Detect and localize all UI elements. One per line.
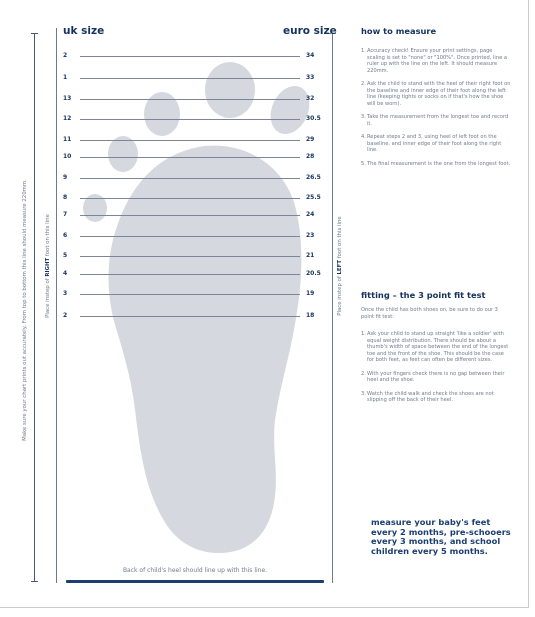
size-line: [80, 140, 300, 141]
size-line: [80, 178, 300, 179]
step-number: 1.: [361, 331, 366, 337]
fitting-step: [361, 371, 511, 384]
euro-size-label: 33: [306, 74, 315, 81]
size-line: [80, 274, 300, 275]
size-line: [80, 78, 300, 79]
step-number: 2.: [361, 370, 366, 377]
euro-size-label: 26.5: [306, 174, 321, 181]
step-text: Watch the child walk and check the shoes are not slipping off the back of their heel.: [367, 390, 494, 403]
euro-size-label: 23: [306, 232, 315, 239]
euro-size-label: 19: [306, 290, 315, 297]
right-foot-note-post: foot on this line: [45, 214, 51, 258]
step-text: Repeat steps 2 and 3, using heel of left foot on the baseline, and inner edge of their foot along the right line.: [367, 134, 502, 153]
ruler-note: Make sure your chart prints out accurately. From top to bottom this line should measure 220mm.: [22, 179, 28, 441]
size-row: [0, 232, 330, 242]
size-row: [0, 312, 330, 322]
size-line: [80, 56, 300, 57]
step-number: 3.: [361, 114, 366, 120]
euro-size-label: 30.5: [306, 115, 321, 122]
fitting-title: fitting – the 3 point fit test: [361, 290, 486, 300]
size-row: [0, 211, 330, 221]
euro-size-label: 18: [306, 312, 315, 319]
uk-size-label: 8: [63, 194, 68, 201]
size-row: [0, 115, 330, 125]
measure-frequency-slogan: measure your baby's feet every 2 months, pre-schooers every 3 months, and school children every 5 months.: [371, 517, 511, 557]
how-to-measure-section: [361, 26, 511, 174]
euro-size-label: 25.5: [306, 194, 321, 201]
size-line: [80, 157, 300, 158]
step-number: 5.: [361, 160, 366, 167]
foot-sole-shape: [108, 146, 301, 553]
toe-second-shape: [263, 80, 316, 140]
size-line: [80, 236, 300, 237]
right-foot-note-pre: Place instep of: [45, 276, 51, 318]
size-row: [0, 174, 330, 184]
step-text: The final measurement is the one from the longest foot.: [367, 160, 511, 167]
fitting-intro: Once the child has both shoes on, be sure to do our 3 point fit test:: [361, 307, 498, 320]
heel-baseline: [66, 580, 324, 583]
step-number: 3.: [361, 390, 366, 397]
size-line: [80, 215, 300, 216]
euro-size-label: 32: [306, 95, 315, 102]
size-row: [0, 290, 330, 300]
euro-size-label: 29: [306, 136, 315, 143]
heel-baseline-note: Back of child's heel should line up with this line.: [122, 567, 268, 574]
size-row: [0, 153, 330, 163]
size-row: [0, 74, 330, 84]
step-number: 1.: [361, 48, 366, 54]
size-line: [80, 294, 300, 295]
euro-size-label: 24: [306, 211, 315, 218]
size-row: [0, 194, 330, 204]
uk-size-label: 13: [63, 95, 72, 102]
uk-size-label: 9: [63, 174, 68, 181]
uk-size-label: 5: [63, 252, 68, 259]
uk-size-label: 4: [63, 270, 68, 277]
measure-step: [361, 114, 511, 127]
size-row: [0, 270, 330, 280]
size-line: [80, 198, 300, 199]
left-foot-note-post: foot on this line: [337, 216, 343, 261]
size-row: [0, 136, 330, 146]
left-foot-note-pre: Place instep of: [337, 274, 343, 316]
uk-size-label: 2: [63, 312, 68, 319]
uk-size-label: 11: [63, 136, 72, 143]
uk-size-label: 7: [63, 211, 68, 218]
measure-step: [361, 161, 511, 168]
euro-size-label: 21: [306, 252, 315, 259]
size-row: [0, 52, 330, 62]
fitting-step: [361, 391, 511, 404]
size-line: [80, 119, 300, 120]
toe-big-shape: [205, 62, 255, 118]
euro-size-label: 20.5: [306, 270, 321, 277]
euro-size-heading: euro size: [283, 25, 337, 37]
size-line: [80, 256, 300, 257]
step-text: Accuracy check! Ensure your print settings, page scaling is set to "none" or "100%". Once printed, line a ruler up with the line on the left. It should measure 220mm.: [367, 48, 507, 74]
step-text: With your fingers check there is no gap between their heel and the shoe.: [367, 370, 505, 383]
measure-steps: [361, 48, 511, 167]
how-to-measure-title: how to measure: [361, 26, 437, 36]
size-line: [80, 99, 300, 100]
euro-size-label: 34: [306, 52, 315, 59]
size-row: [0, 95, 330, 105]
uk-size-label: 12: [63, 115, 72, 122]
size-row: [0, 252, 330, 262]
measure-step: [361, 81, 511, 107]
measure-step: [361, 48, 511, 74]
uk-size-label: 3: [63, 290, 68, 297]
uk-size-label: 10: [63, 153, 72, 160]
measure-step: [361, 134, 511, 154]
uk-size-heading: uk size: [63, 25, 105, 37]
step-text: Ask the child to stand with the heel of their right foot on the baseline and inner edge of their foot along the left line (keeping tights or socks on if that's how the shoe will be worn).: [367, 81, 511, 107]
euro-size-label: 28: [306, 153, 315, 160]
uk-size-label: 2: [63, 52, 68, 59]
step-text: Take the measurement from the longest toe and record it.: [367, 114, 509, 127]
fitting-steps: [361, 331, 511, 411]
step-text: Ask your child to stand up straight 'like a soldier' with equal weight distribution. There should be about a thumb's width of space between the end of the longest toe and the front of the shoe. This should be the case for both feet, as feet can often be different sizes.: [367, 331, 509, 363]
right-foot-note-bold: RIGHT: [45, 257, 51, 277]
fitting-step: [361, 331, 511, 364]
step-number: 2.: [361, 81, 366, 87]
left-foot-note-bold: LEFT: [337, 260, 343, 275]
uk-size-label: 1: [63, 74, 68, 81]
step-number: 4.: [361, 134, 366, 140]
uk-size-label: 6: [63, 232, 68, 239]
size-line: [80, 316, 300, 317]
